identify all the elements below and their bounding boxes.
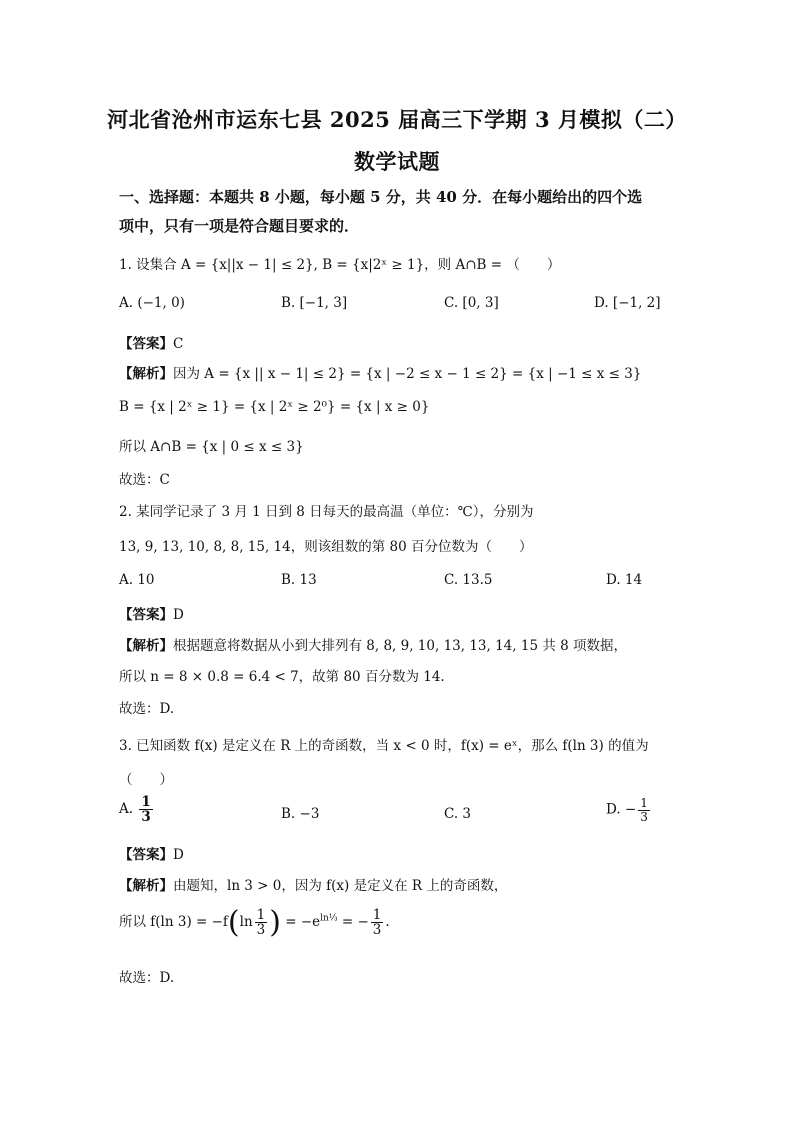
q3-option-c: C. 3 bbox=[444, 806, 472, 822]
fraction-numerator: 1 bbox=[640, 796, 648, 810]
q3-analysis2-result-frac bbox=[371, 908, 384, 937]
q1-option-c: C. [0, 3] bbox=[444, 295, 499, 311]
q3-analysis2-mid: = −e bbox=[280, 914, 321, 930]
period: . bbox=[385, 914, 390, 930]
fraction-denominator: 3 bbox=[640, 809, 648, 824]
fraction-numerator: 1 bbox=[141, 794, 151, 810]
q1-option-a: A. (−1, 0) bbox=[119, 295, 185, 311]
q1-analysis-line2: B = {x | 2ˣ ≥ 1} = {x | 2ˣ ≥ 2⁰} = {x | x ≥ 0} bbox=[119, 399, 430, 415]
answer-label: 【答案】 bbox=[119, 847, 173, 863]
q2-answer bbox=[119, 603, 184, 623]
q3-option-a-fraction bbox=[139, 795, 152, 824]
answer-label: 【答案】 bbox=[119, 607, 173, 623]
q3-analysis-line2 bbox=[119, 905, 390, 940]
q1-stem: 1. 设集合 A = {x||x − 1| ≤ 2}, B = {x|2ˣ ≥ 1}，则 A∩B = （ ） bbox=[119, 257, 561, 273]
q2-option-b: B. 13 bbox=[281, 572, 317, 588]
q2-conclusion: 故选：D. bbox=[119, 701, 175, 717]
q3-analysis2-eq: = − bbox=[337, 914, 369, 930]
q3-option-a-prefix: A. bbox=[119, 801, 134, 818]
section-heading-line2: 项中，只有一项是符合题目要求的． bbox=[119, 217, 360, 235]
q1-option-b: B. [−1, 3] bbox=[281, 295, 348, 311]
q3-option-b: B. −3 bbox=[281, 806, 320, 822]
ln-text: ln bbox=[239, 914, 253, 930]
q1-analysis-line3: 所以 A∩B = {x | 0 ≤ x ≤ 3} bbox=[119, 439, 304, 455]
fraction-numerator: 1 bbox=[372, 906, 382, 923]
analysis-label: 【解析】 bbox=[119, 878, 173, 894]
fraction-numerator: 1 bbox=[256, 906, 266, 923]
q3-stem-line1: 3. 已知函数 f(x) 是定义在 R 上的奇函数，当 x < 0 时，f(x) = eˣ，那么 f(ln 3) 的值为 bbox=[119, 738, 649, 754]
q2-option-a: A. 10 bbox=[119, 572, 155, 588]
q2-analysis-text1: 根据题意将数据从小到大排列有 8, 8, 9, 10, 13, 13, 14, 15 共 8 项数据， bbox=[173, 638, 627, 654]
fraction-denominator: 3 bbox=[372, 922, 382, 938]
analysis-label: 【解析】 bbox=[119, 638, 173, 654]
q3-analysis2-frac bbox=[255, 908, 268, 937]
fraction-denominator: 3 bbox=[141, 809, 151, 826]
fraction-denominator: 3 bbox=[256, 922, 266, 938]
q1-answer bbox=[119, 332, 183, 352]
q3-analysis-line1 bbox=[119, 874, 507, 894]
q3-conclusion: 故选：D. bbox=[119, 970, 175, 986]
q2-answer-value: D bbox=[173, 607, 184, 623]
q2-analysis-line1 bbox=[119, 634, 627, 654]
q2-analysis-line2: 所以 n = 8 × 0.8 = 6.4 < 7，故第 80 百分数为 14. bbox=[119, 669, 445, 685]
q3-stem-line2: （ ） bbox=[119, 772, 173, 788]
q3-option-d-fraction bbox=[638, 797, 650, 823]
q1-analysis-line1 bbox=[119, 362, 641, 382]
q2-stem-line2: 13, 9, 13, 10, 8, 8, 15, 14，则该组数的第 80 百分位数为（ ） bbox=[119, 539, 533, 555]
answer-label: 【答案】 bbox=[119, 336, 173, 352]
q2-option-c: C. 13.5 bbox=[444, 572, 493, 588]
q3-option-d-prefix: D. − bbox=[606, 801, 637, 818]
q3-answer bbox=[119, 843, 184, 863]
q1-conclusion: 故选：C bbox=[119, 472, 170, 488]
big-paren-open: ( bbox=[227, 905, 240, 940]
q3-analysis-text1: 由题知，ln 3 > 0，因为 f(x) 是定义在 R 上的奇函数， bbox=[173, 878, 508, 894]
q1-answer-value: C bbox=[173, 336, 184, 352]
q3-option-d bbox=[606, 797, 652, 823]
q1-analysis-text1: 因为 A = {x || x − 1| ≤ 2} = {x | −2 ≤ x − 1 ≤ 2} = {x | −1 ≤ x ≤ 3} bbox=[173, 366, 642, 382]
q3-option-a bbox=[119, 795, 155, 824]
q3-answer-value: D bbox=[173, 847, 184, 863]
q1-option-d: D. [−1, 2] bbox=[594, 295, 661, 311]
big-paren-close: ) bbox=[269, 905, 281, 940]
q2-option-d: D. 14 bbox=[606, 572, 643, 588]
document-subtitle: 数学试题 bbox=[354, 149, 440, 174]
document-title: 河北省沧州市运东七县 2025 届高三下学期 3 月模拟（二） bbox=[107, 107, 687, 132]
q2-stem-line1: 2. 某同学记录了 3 月 1 日到 8 日每天的最高温（单位：℃），分别为 bbox=[119, 504, 534, 520]
section-heading-line1: 一、选择题：本题共 8 小题，每小题 5 分，共 40 分．在每小题给出的四个选 bbox=[119, 188, 643, 206]
analysis-label: 【解析】 bbox=[119, 366, 173, 382]
q3-analysis2-lead: 所以 f(ln 3) = −f bbox=[119, 914, 228, 930]
exponent: ln⅓ bbox=[320, 913, 338, 924]
